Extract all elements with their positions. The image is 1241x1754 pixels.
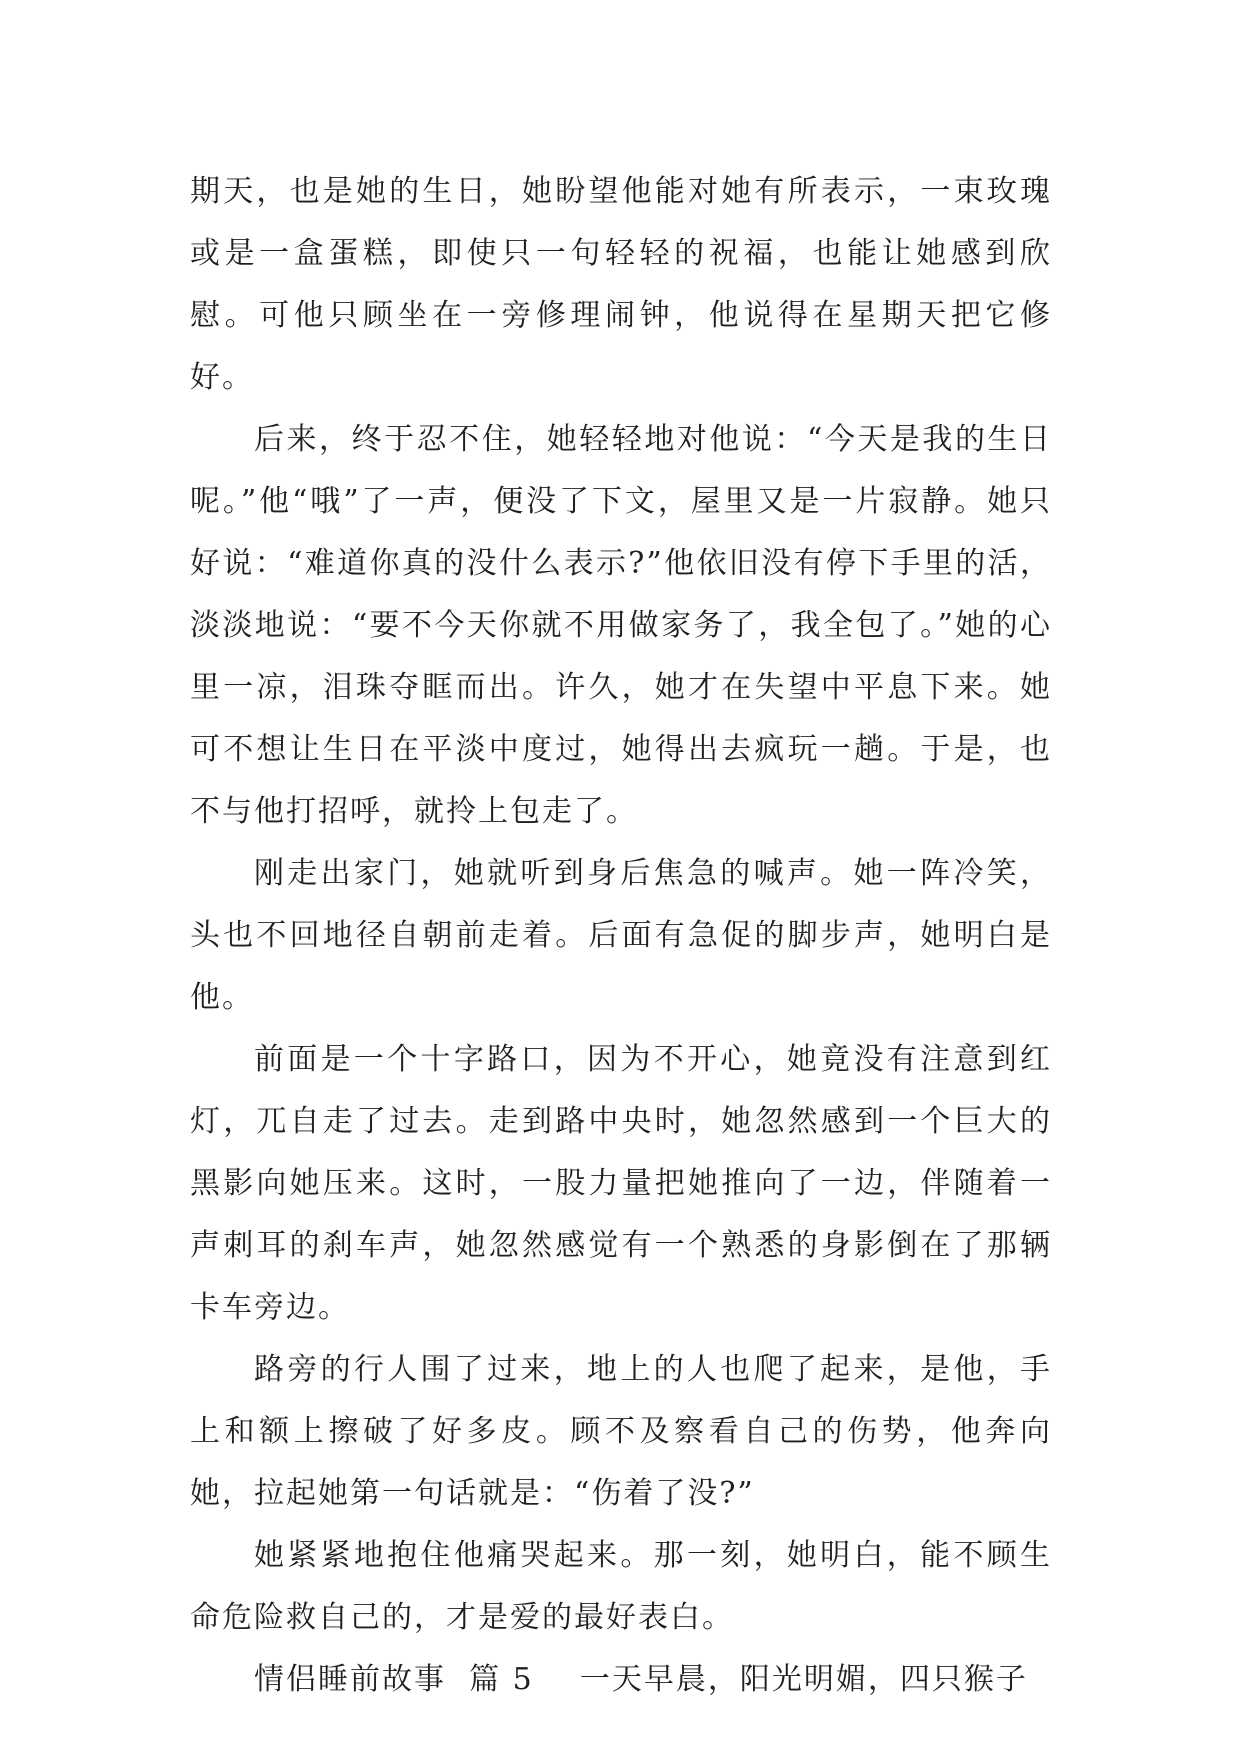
paragraph-4: 前面是一个十字路口，因为不开心，她竟没有注意到红灯，兀自走了过去。走到路中央时，她忽然感到一个巨大的黑影向她压来。这时，一股力量把她推向了一边，伴随着一声刺耳的刹车声，她忽然感觉有一个熟悉的身影倒在了那辆卡车旁边。: [190, 1042, 1052, 1325]
paragraph-6: 她紧紧地抱住他痛哭起来。那一刻，她明白，能不顾生命危险救自己的，才是爱的最好表白。: [190, 1538, 1052, 1635]
paragraph-2: 后来，终于忍不住，她轻轻地对他说：“今天是我的生日呢。”他“哦”了一声，便没了下文，屋里又是一片寂静。她只好说：“难道你真的没什么表示?”他依旧没有停下手里的活，淡淡地说：“要不今天你就不用做家务了，我全包了。”她的心里一凉，泪珠夺眶而出。许久，她才在失望中平息下来。她可不想让生日在平淡中度过，她得出去疯玩一趟。于是，也不与他打招呼，就拎上包走了。: [190, 422, 1052, 829]
paragraph-3: 刚走出家门，她就听到身后焦急的喊声。她一阵冷笑，头也不回地径自朝前走着。后面有急促的脚步声，她明白是他。: [190, 856, 1052, 1015]
paragraph-5: 路旁的行人围了过来，地上的人也爬了起来，是他，手上和额上擦破了好多皮。顾不及察看自己的伤势，他奔向她，拉起她第一句话就是：“伤着了没?”: [190, 1352, 1052, 1511]
paragraph-1: 期天，也是她的生日，她盼望他能对她有所表示，一束玫瑰或是一盒蛋糕，即使只一句轻轻的祝福，也能让她感到欣慰。可他只顾坐在一旁修理闹钟，他说得在星期天把它修好。: [190, 174, 1052, 395]
body-text: [190, 161, 1052, 1711]
section-heading-line: 情侣睡前故事 篇 5 一天早晨，阳光明媚，四只猴子: [254, 1662, 1028, 1697]
